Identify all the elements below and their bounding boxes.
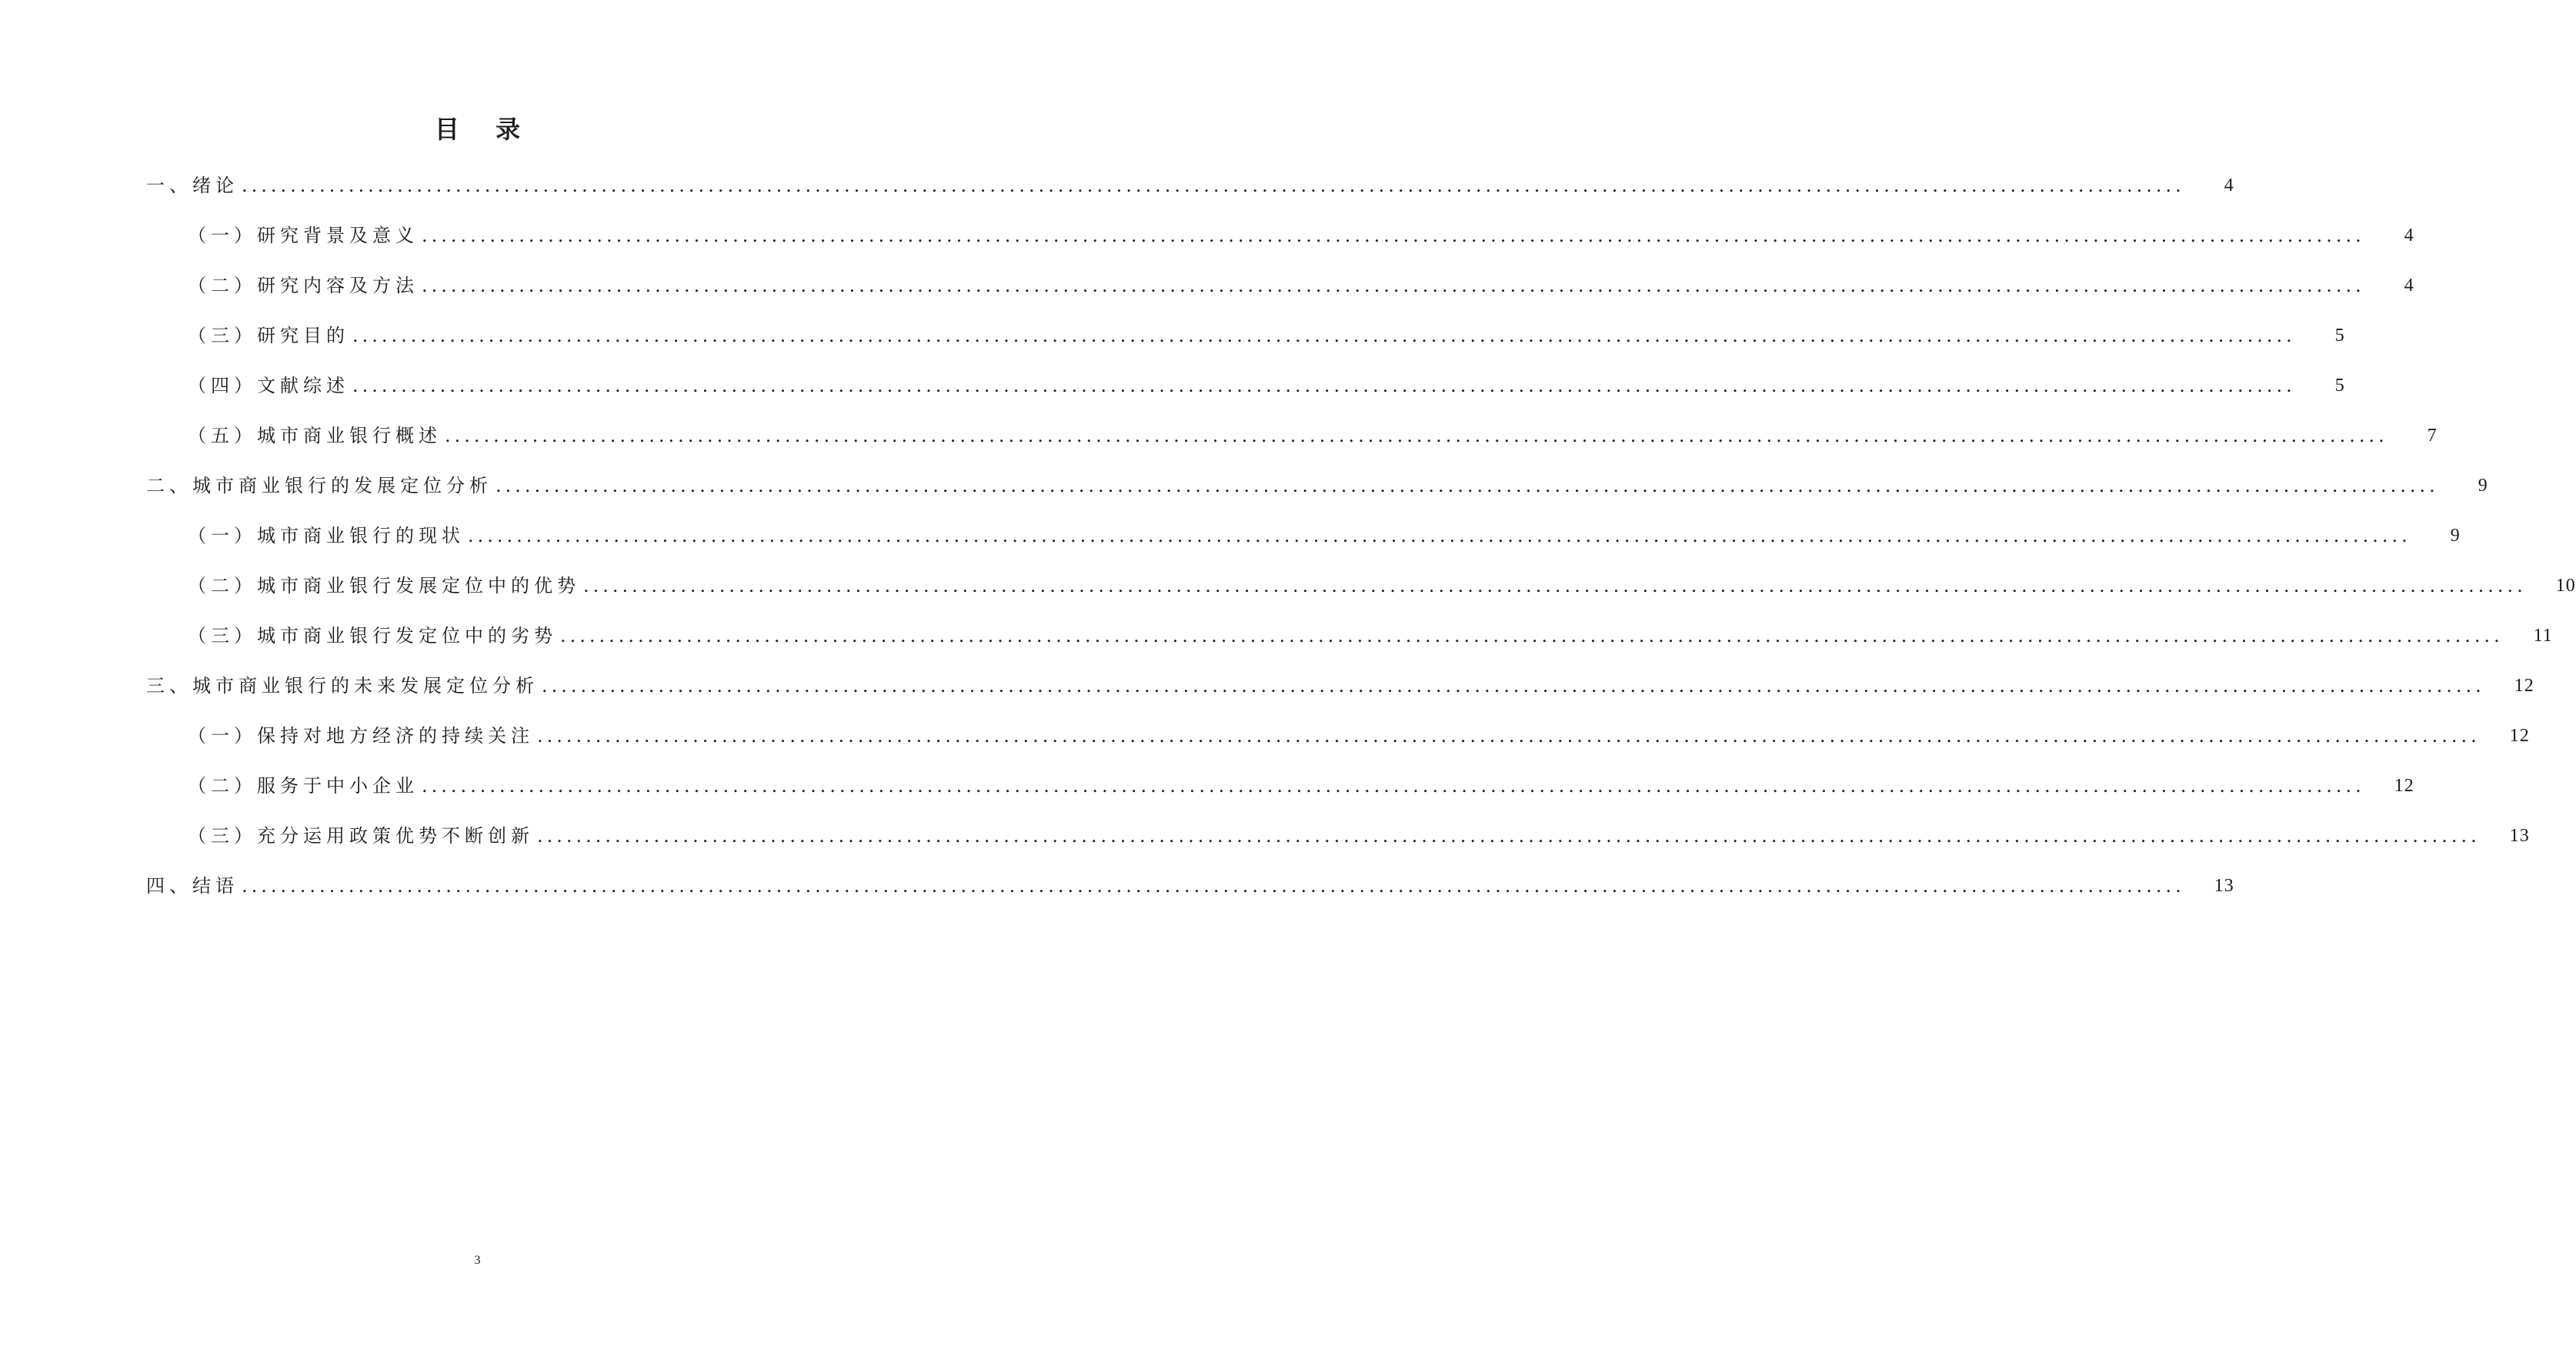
toc-leader-dots: ........................................................................................................................................................................................................	[583, 575, 2527, 596]
toc-leader-dots: ........................................................................................................................................................................................................	[422, 275, 2365, 296]
toc-leader-dots: ........................................................................................................................................................................................................	[537, 725, 2481, 747]
toc-entry-text: （二）城市商业银行发展定位中的优势	[188, 575, 580, 596]
toc-entry-text: （一）保持对地方经济的持续关注	[188, 725, 534, 747]
toc-entry[interactable]	[0, 724, 2530, 774]
toc-title: 目 录	[434, 115, 535, 144]
toc-entry[interactable]	[0, 324, 2345, 374]
toc-entry-text: （一）研究背景及意义	[188, 225, 419, 246]
toc-entry[interactable]	[0, 524, 2461, 574]
toc-leader-dots: ........................................................................................................................................................................................................	[422, 225, 2365, 246]
toc-leader-dots: ........................................................................................................................................................................................................	[468, 525, 2411, 546]
toc-entry[interactable]	[0, 874, 2234, 924]
toc-entry[interactable]	[0, 774, 2414, 824]
toc-entry-page: 10	[2555, 576, 2576, 596]
toc-entry[interactable]	[0, 474, 2488, 524]
toc-entry-text: （一）城市商业银行的现状	[188, 525, 465, 546]
toc-entry-page: 11	[2533, 626, 2553, 646]
toc-entry-text: 二、城市商业银行的发展定位分析	[146, 475, 492, 496]
toc-entry[interactable]	[0, 224, 2414, 274]
toc-entry-page: 5	[2334, 326, 2345, 346]
toc-entry-page: 9	[2450, 526, 2461, 546]
toc-leader-dots: ........................................................................................................................................................................................................	[560, 625, 2504, 647]
toc-leader-dots: ........................................................................................................................................................................................................	[242, 875, 2185, 897]
toc-entry-text: 四、结语	[146, 875, 239, 897]
toc-list	[0, 174, 2576, 924]
toc-entry-page: 13	[2214, 876, 2234, 896]
page-number: 3	[474, 1254, 481, 1267]
toc-entry[interactable]	[0, 674, 2534, 724]
toc-leader-dots: ........................................................................................................................................................................................................	[542, 675, 2485, 697]
toc-leader-dots: ........................................................................................................................................................................................................	[496, 475, 2439, 496]
toc-leader-dots: ........................................................................................................................................................................................................	[537, 825, 2481, 847]
toc-entry-page: 7	[2427, 426, 2438, 446]
toc-entry[interactable]	[0, 424, 2438, 474]
toc-entry[interactable]	[0, 374, 2345, 424]
toc-entry[interactable]	[0, 574, 2576, 624]
toc-entry-text: （三）研究目的	[188, 325, 349, 346]
toc-entry-text: （三）充分运用政策优势不断创新	[188, 825, 534, 847]
toc-entry-page: 5	[2334, 376, 2345, 396]
toc-entry-text: （四）文献综述	[188, 375, 349, 396]
toc-entry[interactable]	[0, 624, 2553, 674]
toc-entry-page: 9	[2478, 476, 2488, 496]
toc-entry-text: 三、城市商业银行的未来发展定位分析	[146, 675, 539, 697]
toc-leader-dots: ........................................................................................................................................................................................................	[422, 775, 2365, 797]
toc-entry-page: 13	[2509, 826, 2530, 846]
toc-entry[interactable]	[0, 824, 2530, 874]
toc-entry-page: 12	[2394, 776, 2414, 796]
toc-leader-dots: ........................................................................................................................................................................................................	[445, 425, 2388, 446]
toc-entry-page: 12	[2509, 726, 2530, 746]
toc-leader-dots: ........................................................................................................................................................................................................	[352, 375, 2296, 396]
toc-entry[interactable]	[0, 274, 2414, 324]
toc-entry-text: （三）城市商业银行发定位中的劣势	[188, 625, 557, 647]
toc-entry-text: （二）服务于中小企业	[188, 775, 419, 797]
toc-entry[interactable]	[0, 174, 2234, 224]
toc-entry-page: 4	[2404, 226, 2414, 246]
toc-entry-text: （二）研究内容及方法	[188, 275, 419, 296]
toc-entry-text: （五）城市商业银行概述	[188, 425, 442, 446]
toc-entry-page: 4	[2404, 276, 2414, 296]
toc-entry-text: 一、绪论	[146, 175, 239, 196]
toc-entry-page: 12	[2514, 676, 2534, 696]
toc-entry-page: 4	[2224, 175, 2234, 195]
toc-leader-dots: ........................................................................................................................................................................................................	[242, 175, 2185, 196]
toc-leader-dots: ........................................................................................................................................................................................................	[352, 325, 2296, 346]
